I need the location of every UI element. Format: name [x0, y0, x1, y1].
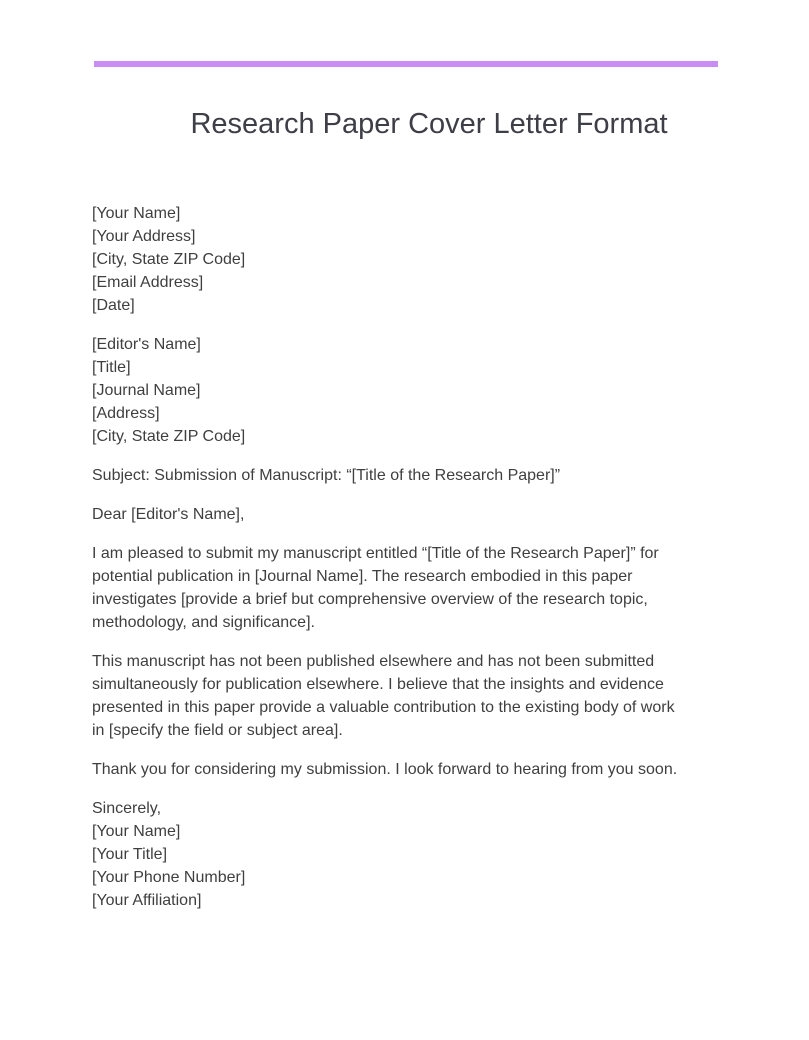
top-accent-rule [94, 61, 718, 67]
letter-body [92, 202, 692, 928]
sender-block [92, 202, 692, 317]
subject-line: Subject: Submission of Manuscript: “[Title of the Research Paper]” [92, 467, 561, 484]
sender-email: [Email Address] [92, 274, 204, 291]
recipient-name: [Editor's Name] [92, 336, 201, 353]
document-title: Research Paper Cover Letter Format [190, 108, 668, 140]
sender-date: [Date] [92, 297, 135, 314]
sender-address: [Your Address] [92, 228, 196, 245]
recipient-address: [Address] [92, 405, 160, 422]
recipient-title: [Title] [92, 359, 131, 376]
recipient-block [92, 333, 692, 448]
body-paragraph: This manuscript has not been published elsewhere and has not been submitted simultaneously for publication elsewhere. I believe that the insights and evidence presented in this paper provide a valuable contribution to the existing body of work in [specify the field or subject area]. [92, 653, 675, 739]
body-paragraph: Thank you for considering my submission. I look forward to hearing from you soon. [92, 761, 678, 778]
sender-city: [City, State ZIP Code] [92, 251, 246, 268]
signature-phone: [Your Phone Number] [92, 869, 246, 886]
body-paragraph: I am pleased to submit my manuscript entitled “[Title of the Research Paper]” for potential publication in [Journal Name]. The research embodied in this paper investigates [provide a brief but comprehensive overview of the research topic, methodology, and significance]. [92, 545, 659, 631]
signature-affiliation: [Your Affiliation] [92, 892, 202, 909]
signature-title: [Your Title] [92, 846, 168, 863]
recipient-journal: [Journal Name] [92, 382, 201, 399]
sender-name: [Your Name] [92, 205, 181, 222]
signature-block [92, 797, 692, 912]
signature-name: [Your Name] [92, 823, 181, 840]
closing: Sincerely, [92, 800, 162, 817]
salutation: Dear [Editor's Name], [92, 506, 245, 523]
recipient-city: [City, State ZIP Code] [92, 428, 246, 445]
